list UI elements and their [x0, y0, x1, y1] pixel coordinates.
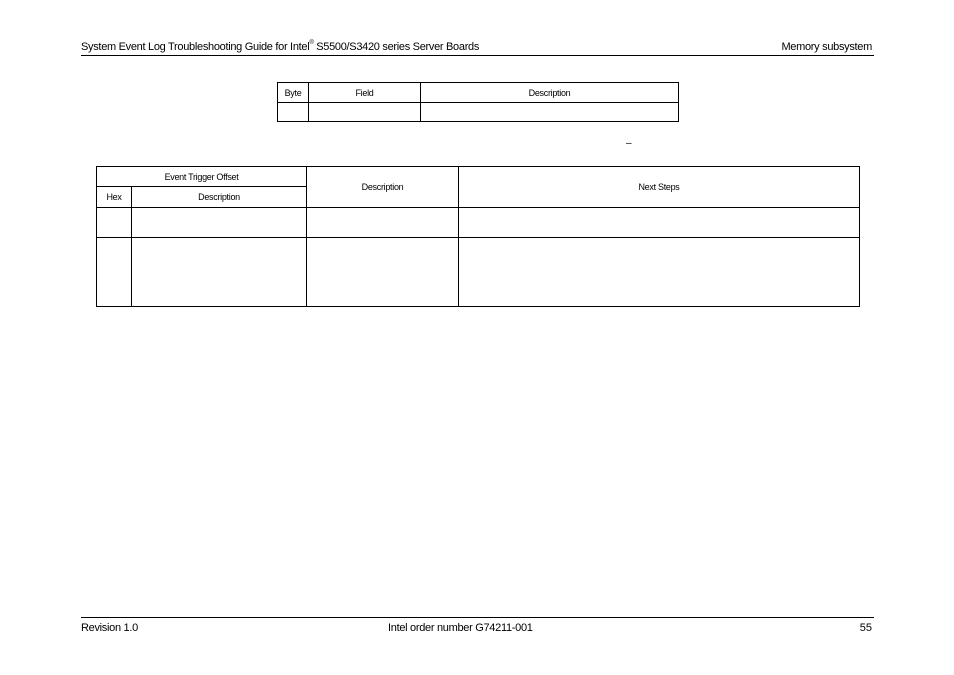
column-header-hex: Hex	[97, 187, 132, 208]
table-row	[97, 238, 860, 307]
table-cell	[459, 208, 860, 238]
table-cell	[307, 208, 459, 238]
registered-mark: ®	[309, 40, 314, 46]
table-cell	[307, 238, 459, 307]
header-title: System Event Log Troubleshooting Guide for Intel® S5500/S3420 series Server Boards	[81, 40, 480, 53]
header-section: Memory subsystem	[781, 41, 872, 53]
column-header-offset-description: Description	[132, 187, 307, 208]
table-cell	[421, 103, 679, 122]
table-cell	[309, 103, 421, 122]
table-row	[97, 208, 860, 238]
footer-rule	[81, 617, 874, 618]
column-header-byte: Byte	[278, 83, 309, 103]
column-header-next-steps: Next Steps	[459, 167, 860, 208]
column-header-description: Description	[307, 167, 459, 208]
column-header-field: Field	[309, 83, 421, 103]
separator-mark: –	[626, 138, 632, 149]
table-cell	[97, 238, 132, 307]
column-header-description: Description	[421, 83, 679, 103]
footer-revision: Revision 1.0	[81, 622, 138, 634]
table-cell	[459, 238, 860, 307]
event-trigger-table	[96, 166, 860, 307]
table-cell	[97, 208, 132, 238]
byte-field-table	[277, 82, 679, 122]
table-cell	[132, 208, 307, 238]
header-rule	[81, 55, 874, 56]
table-cell	[278, 103, 309, 122]
footer-order-number: Intel order number G74211-001	[388, 622, 533, 634]
column-group-event-trigger-offset: Event Trigger Offset	[97, 167, 307, 187]
table-row	[278, 103, 679, 122]
table-cell	[132, 238, 307, 307]
page-number: 55	[859, 622, 872, 634]
